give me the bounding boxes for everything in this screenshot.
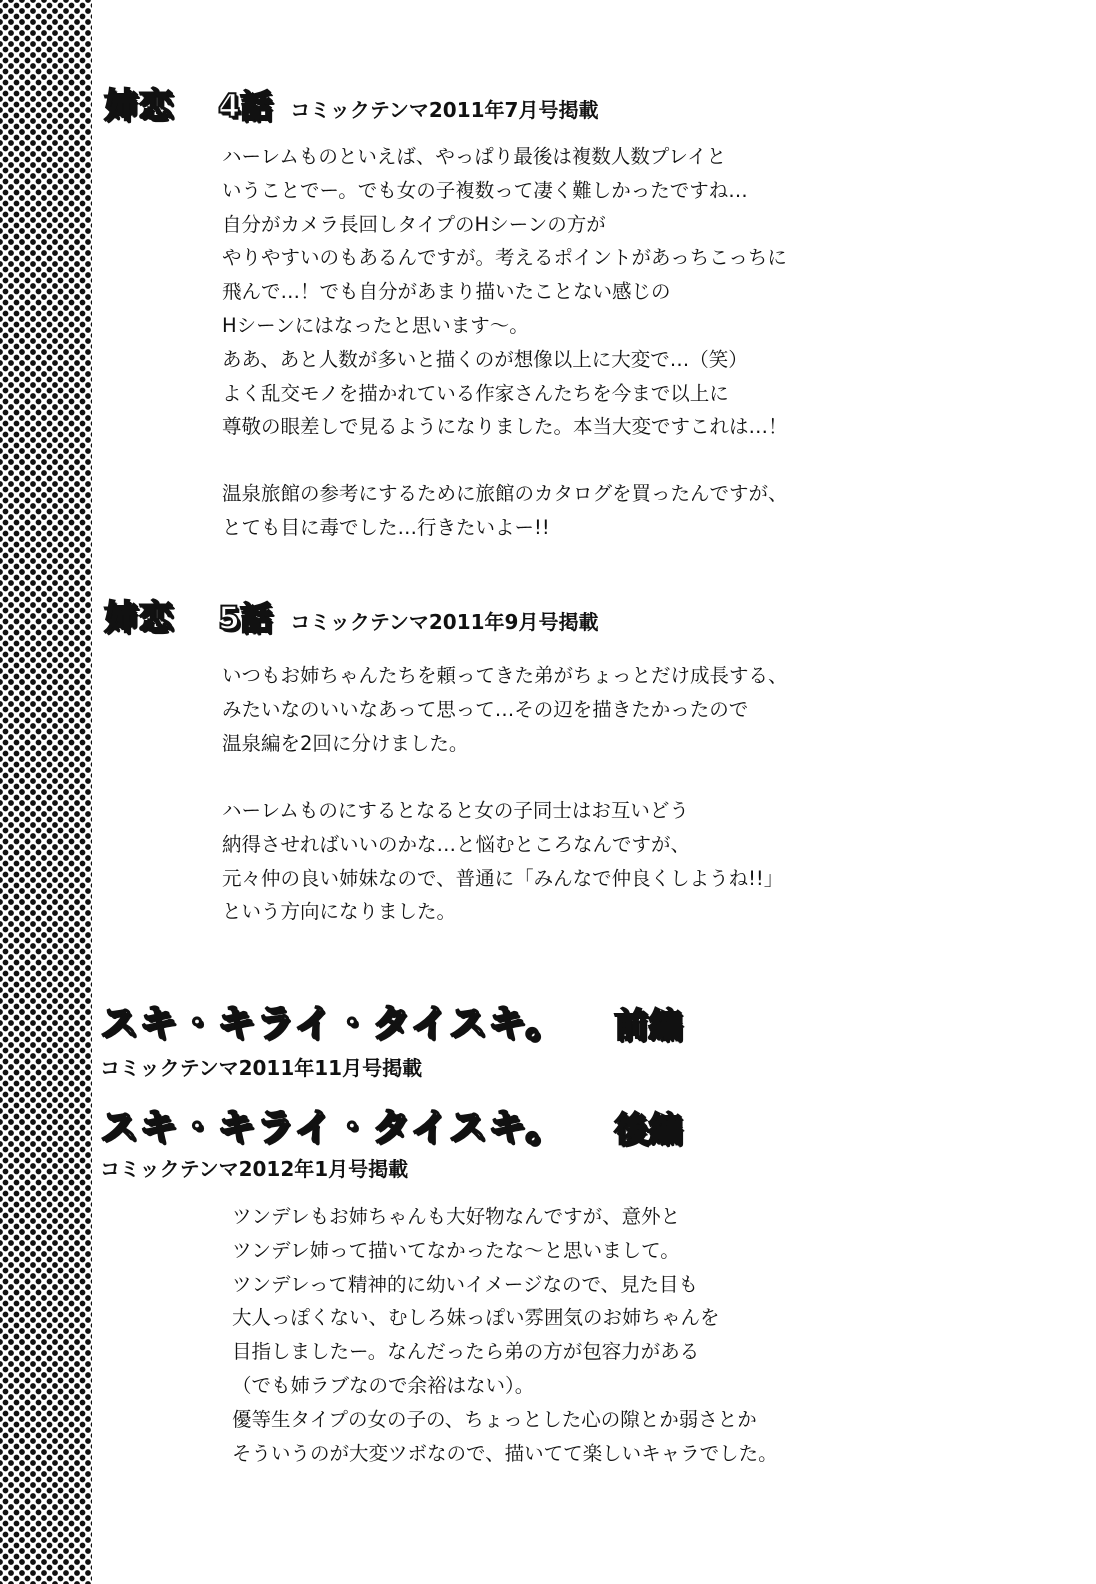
text-line: 温泉旅館の参考にするために旅館のカタログを買ったんですが、: [222, 482, 788, 505]
chapter-4-title: 姉恋: [104, 86, 174, 126]
story-part-2-publication: コミックテンマ2012年1月号掲載: [100, 1157, 409, 1181]
text-line: 大人っぽくない、むしろ妹っぽい雰囲気のお姉ちゃんを: [232, 1306, 720, 1330]
chapter-5-comment-1: [222, 659, 788, 760]
text-line: みたいなのいいなあって思って…その辺を描きたかったので: [222, 697, 749, 721]
text-line: ツンデレもお姉ちゃんも大好物なんですが、意外と: [232, 1205, 681, 1228]
story-part-1-title: スキ・キライ・タイスキ。: [100, 1001, 565, 1045]
story-part-2-label: 後編: [614, 1110, 683, 1150]
text-line: 飛んで…！でも自分があまり描いたことない感じの: [222, 280, 671, 304]
story-comment: [232, 1200, 778, 1470]
text-line: 優等生タイプの女の子の、ちょっとした心の隙とか弱さとか: [232, 1407, 757, 1431]
chapter-4-comment-1: [222, 140, 788, 444]
text-line: よく乱交モノを描かれている作家さんたちを今まで以上に: [222, 381, 729, 405]
chapter-5-episode: 5話: [218, 599, 273, 637]
story-part-1-label: 前編: [614, 1006, 683, 1046]
text-line: （でも姉ラブなので余裕はない）。: [232, 1373, 535, 1397]
chapter-4-heading: [104, 78, 598, 127]
chapter-4-comment-2: [222, 477, 788, 545]
chapter-4-episode: 4話: [218, 87, 273, 125]
chapter-5-comment-2: [222, 794, 783, 929]
text-line: ハーレムものといえば、やっぱり最後は複数人数プレイと: [222, 145, 727, 168]
text-line: とても目に毒でした…行きたいよー!!: [222, 515, 550, 539]
text-line: 自分がカメラ長回しタイプのHシーンの方が: [222, 212, 606, 236]
text-line: 納得させればいいのかな…と悩むところなんですが、: [222, 832, 691, 856]
text-line: やりやすいのもあるんですが。考えるポイントがあっちこっちに: [222, 246, 787, 270]
chapter-5-publication: コミックテンマ2011年9月号掲載: [290, 610, 599, 634]
text-line: いつもお姉ちゃんたちを頼ってきた弟がちょっとだけ成長する、: [222, 664, 788, 687]
story-part-1-publication: コミックテンマ2011年11月号掲載: [100, 1056, 423, 1080]
chapter-5-heading: [104, 590, 598, 639]
text-line: そういうのが大変ツボなので、描いてて楽しいキャラでした。: [232, 1441, 778, 1465]
story-part-2-title: スキ・キライ・タイスキ。: [100, 1105, 565, 1149]
text-line: いうことでー。でも女の子複数って凄く難しかったですね…: [222, 178, 748, 202]
chapter-4-publication: コミックテンマ2011年7月号掲載: [290, 98, 599, 122]
text-line: という方向になりました。: [222, 900, 457, 924]
text-line: ツンデレ姉って描いてなかったな～と思いまして。: [232, 1238, 680, 1262]
text-line: ああ、あと人数が多いと描くのが想像以上に大変で…（笑）: [222, 347, 748, 371]
text-line: Hシーンにはなったと思います～。: [222, 313, 529, 337]
text-line: 目指しましたー。なんだったら弟の方が包容力がある: [232, 1340, 700, 1364]
text-line: 尊敬の眼差しで見るようになりました。本当大変ですこれは…！: [222, 415, 788, 439]
story-part-2-heading: [100, 1096, 682, 1151]
story-part-1-heading: [100, 992, 682, 1047]
text-line: ツンデレって精神的に幼いイメージなので、見た目も: [232, 1272, 699, 1296]
text-line: 元々仲の良い姉妹なので、普通に「みんなで仲良くしようね!!」: [222, 866, 784, 890]
chapter-5-title: 姉恋: [104, 598, 174, 638]
text-line: 温泉編を2回に分けました。: [222, 731, 469, 755]
text-line: ハーレムものにするとなると女の子同士はお互いどう: [222, 799, 689, 822]
